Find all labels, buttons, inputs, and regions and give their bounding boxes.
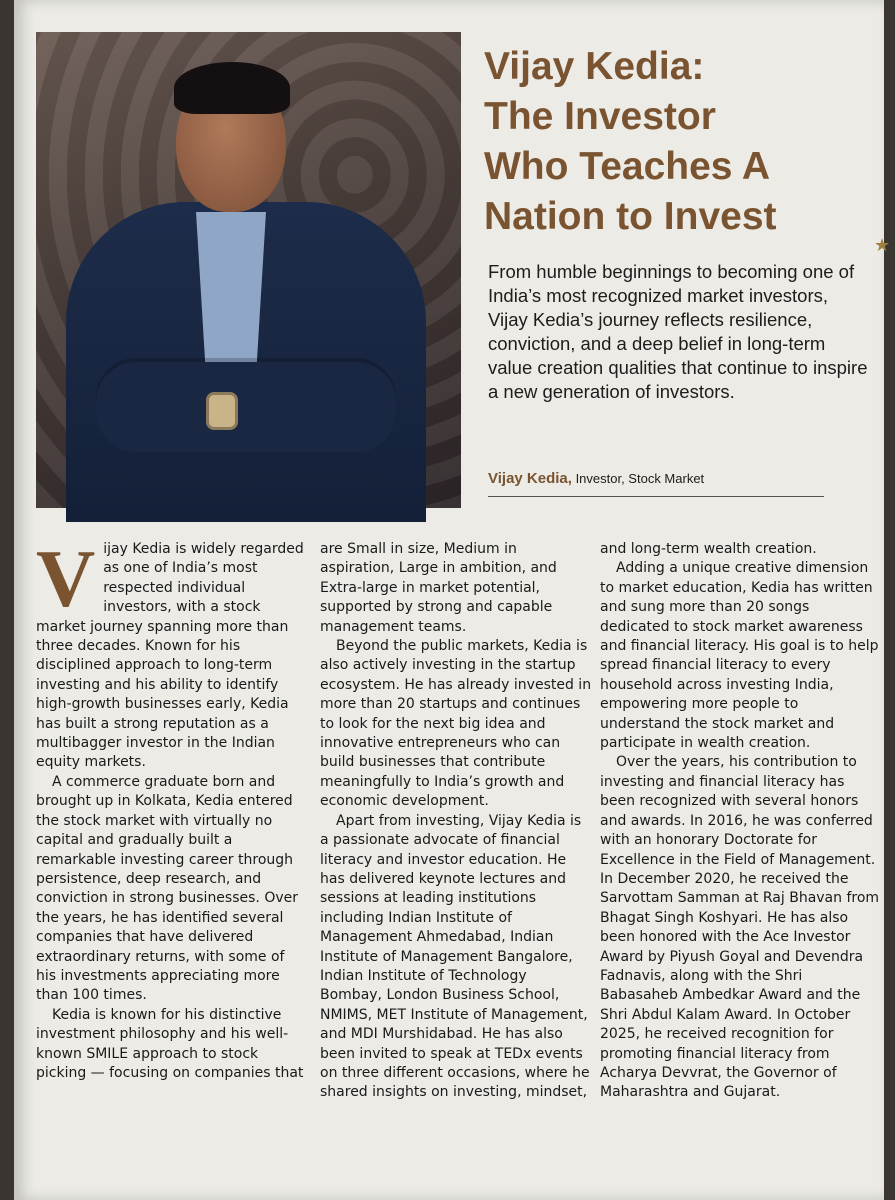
byline <box>488 470 848 487</box>
text-column-3 <box>600 540 882 1103</box>
article-title <box>484 42 874 242</box>
star-icon: ★ <box>874 235 891 256</box>
photo-watch <box>206 392 238 430</box>
drop-cap: V <box>36 533 96 624</box>
byline-name: Vijay Kedia, <box>488 470 572 487</box>
body-paragraph: and long-term wealth creation. <box>600 541 817 557</box>
article-standfirst: From humble beginnings to becoming one of India’s most recognized market investors, Vijay Kedia’s journey reflects resilience, conviction, and a deep belief in long-term value creation qualities that continue to inspire a new generation of investors. <box>488 261 868 402</box>
magazine-page <box>14 0 891 1200</box>
body-paragraph: Apart from investing, Vijay Kedia is a passionate advocate of financial literacy and investor education. He has delivered keynote lectures and sessions at leading institutions including Indian Institute of Management Ahmedabad, Indian Institute of Management Bangalore, Indian Institute of Technology Bombay, London Business School, NMIMS, MET Institute of Management, and MDI Murshidabad. He has also been invited to speak at TEDx events on three different occasions, where he shared insights on investing, mindset, <box>320 812 590 1101</box>
body-paragraph: Adding a unique creative dimension to market education, Kedia has written and sung more than 20 songs dedicated to stock market awareness and financial literacy. His goal is to help spread financial literacy to every household across investing India, empowering more people to understand the stock market and participate in wealth creation. <box>600 560 879 752</box>
byline-divider <box>488 496 824 497</box>
portrait-photo <box>36 32 461 508</box>
body-paragraph: Kedia is known for his distinctive investment philosophy and his well-known SMILE approach to stock picking — focusing on companies that <box>36 1006 304 1081</box>
photo-crossed-arms <box>96 362 396 452</box>
title-line: Vijay Kedia: <box>484 45 705 88</box>
body-paragraph: A commerce graduate born and brought up in Kolkata, Kedia entered the stock market with virtually no capital and gradually built a remarkable investing career through persistence, deep research, and conviction in strong businesses. Over the years, he has identified several companies that have delivered extraordinary returns, with some of his investments appreciating more than 100 times. <box>36 773 298 1004</box>
body-paragraph: Beyond the public markets, Kedia is also actively investing in the startup ecosystem. He has already invested in more than 20 startups and continues to look for the next big idea and innovative entrepreneurs who can build businesses that contribute meaningfully to India’s growth and economic development. <box>320 638 592 810</box>
body-paragraph: are Small in size, Medium in aspiration, Large in ambition, and Extra-large in market potential, supported by strong and capable management teams. <box>320 541 557 635</box>
photo-hair <box>174 62 290 114</box>
byline-role: Investor, Stock Market <box>575 471 705 486</box>
body-paragraph <box>36 533 308 773</box>
text-column-1 <box>36 533 308 1083</box>
title-line: Who Teaches A <box>484 145 771 188</box>
paragraph-text: ijay Kedia is widely regarded as one of India’s most respected individual investors, with a stock market journey spanning more than three decades. Known for his disciplined approach to long-term investing and his ability to identify high-growth businesses early, Kedia has built a strong reputation as a multibagger investor in the Indian equity markets. <box>36 541 304 771</box>
body-paragraph: Over the years, his contribution to investing and financial literacy has been recognized with several honors and awards. In 2016, he was conferred with an honorary Doctorate for Excellence in the Field of Management. In December 2020, he received the Sarvottam Samman at Raj Bhavan from Bhagat Singh Koshyari. He has also been honored with the Ace Investor Award by Piyush Goyal and Devendra Fadnavis, along with the Shri Babasaheb Ambedkar Award and the Shri Abdul Kalam Award. In October 2025, he received recognition for promoting financial literacy from Acharya Devvrat, the Governor of Maharashtra and Gujarat. <box>600 754 880 1101</box>
text-column-2 <box>320 540 592 1103</box>
title-line: The Investor <box>484 95 716 138</box>
title-line: Nation to Invest <box>484 195 777 238</box>
